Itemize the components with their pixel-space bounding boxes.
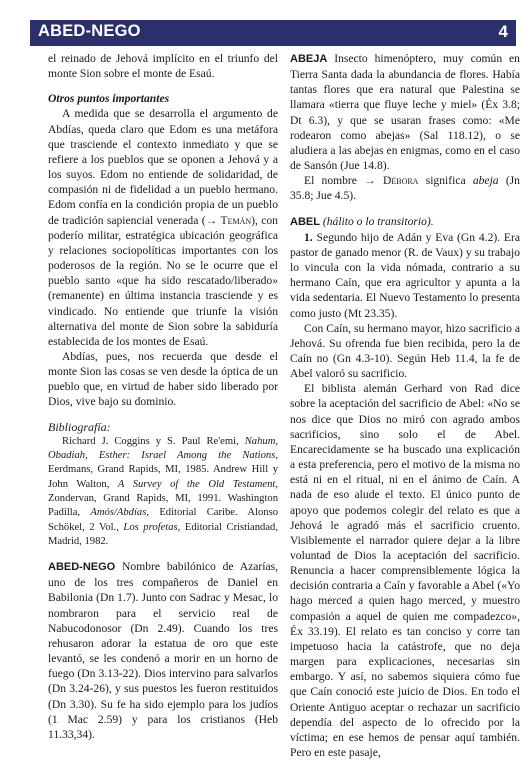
cross-ref-debora[interactable]: Débora xyxy=(382,174,419,188)
cross-ref-arrow-icon: → xyxy=(364,174,376,188)
continued-paragraph: el reinado de Jehová implícito en el triunfo del monte Sion sobre el monte de Esaú. xyxy=(48,52,278,81)
sense-number: 1. xyxy=(304,230,313,244)
bibliography-heading: Bibliografía: xyxy=(48,419,111,434)
entry-abednego: ABED-NEGO Nombre babilónico de Azarías, uno de los tres compañeros de Daniel en Babilonia (Dn 1.7). Junto con Sadrac y Mesac, lo nombraron para el servicio real de Nabucodonosor (Dn 2.49). Cuando los tres rehusaron adorar la estatua de oro que este levantó, se les condenó a morir en un horno de fuego (Dn 3.13-22). Dios intervino para salvarlos (Dn 3.24-26), y sus puestos les fueron restituidos (Dn 3.30). Su fe ha sido ejemplo para los judíos (1 Mac 2.59) y para los cristianos (Heb 11.33,34). xyxy=(48,560,278,741)
right-column xyxy=(290,51,520,760)
section-subheading: Otros puntos importantes xyxy=(48,92,170,106)
bibliography-text: Richard J. Coggins y S. Paul Re'emi, Nahum, Obadiah, Esther: Israel Among the Nations, Eerdmans, Grand Rapids, MI, 1985. Andrew Hill y John Walton, A Survey of the Old Testament, Zondervan, Grand Rapids, MI, 1991. Washington Padilla, Amós/Abdías, Editorial Caribe. Alonso Schökel, 2 Vol., Los profetas, Editorial Cristiandad, Madrid, 1982. xyxy=(48,435,278,547)
header-title: ABED-NEGO xyxy=(38,22,141,40)
abel-paragraph-3: El biblista alemán Gerhard von Rad dice sobre la aceptación del sacrificio de Abel: «No se nos dice que Dios no miró con agrado ambos sacrificios, sino solo el de Abel. Encarecidamente se ha buscado una explicación a esta preferencia, pero el motivo de la misma no está ni en el ritual, ni en el ánimo de Caín. A nada de eso alude el texto. El único punto de apoyo que podemos colegir del relato es que a Jehová le agradó más el sacrificio cruento. Visiblemente el narrador quiere dejar a la libre voluntad de Dios la aceptación del sacrificio. Renuncia a hacer comprensiblemente lógica la decisión contraria a Caín y favorable a Abel («Yo hago merced a quien hago merced, y muestro compasión a aquel de quien me compadezco», Éx 33.19). El relato es tan conciso y corre tan impetuoso hacia la catástrofe, que no deja margen para explicaciones, necesarias sin embargo. Y así, no sabemos siquiera cómo fue que Caín conoció este juicio de Dios. En todo el Oriente Antiguo aceptar o rechazar un sacrificio dependía del aspecto de lo ofrecido por la víctima; en ese hemos de pensar aquí también. Pero en este pasaje, xyxy=(290,382,520,760)
entry-abel-heading xyxy=(290,214,520,230)
abel-sense-1: 1. Segundo hijo de Adán y Eva (Gn 4.2). Era pastor de ganado menor (R. de Vaux) y su trabajo lo vincula con la vida nómada, contrario a su hermano Caín, que era agricultor y apunta a la vida sedentaria. El Nuevo Testamento lo presenta como justo (Mt 23.35). xyxy=(290,230,520,320)
entry-term-abel: ABEL xyxy=(290,215,320,228)
page-number: 4 xyxy=(498,22,508,41)
entry-term-abeja: ABEJA xyxy=(290,53,328,65)
abel-gloss: (hálito o lo transitorio). xyxy=(322,214,434,228)
abel-paragraph-2: Con Caín, su hermano mayor, hizo sacrificio a Jehová. Su ofrenda fue bien recibida, pero la de Caín no (Gn 4.3-10). Según Heb 11.4, la fe de Abel valoró su sacrificio. xyxy=(290,321,520,381)
page-header xyxy=(30,20,516,46)
cross-ref-teman[interactable]: Temán xyxy=(220,213,252,227)
abeja-debora-note: El nombre → Débora significa abeja (Jn 35.8; Jue 4.5). xyxy=(290,174,520,203)
paragraph-abdias: Abdías, pues, nos recuerda que desde el monte Sion las cosas se ven desde la óptica de un pueblo que, en virtud de haber sido liberado por Dios, vive bajo su dominio. xyxy=(48,349,278,409)
left-column xyxy=(48,51,278,742)
paragraph-edom: A medida que se desarrolla el argumento de Abdías, queda claro que Edom es una metáfora que trasciende el contexto inmediato y que se refiere a los pueblos que se oponen a Jehová y a los suyos. Edom no entiende de solidaridad, de compasión ni de fidelidad a un pueblo hermano. Edom confía en la condición propia de un pueblo de tradición sapiencial venerada (→ Temán), con poderío militar, estratégica ubicación geográfica y relaciones sociopolíticas importantes con los poderosos de la región. No se le ocurre que el pueblo santo «que ha sido rescatado/liberado» (remanente) en última instancia trasciende y es vindicado. No entiende que triunfe la visión alternativa del monte de Sion sobre la sabiduría establecida de los montes de Esaú. xyxy=(48,107,278,348)
entry-abeja: ABEJA Insecto himenóptero, muy común en Tierra Santa dada la abundancia de flores. Había tantas flores que era natural que Palestina se llamara «tierra que fluye leche y miel» (Éx 3.8; Dt 6.3), y que se usaran frases como: «Me rodearon como abejas» (Sal 118.12), o se aludiera a las abejas en enigmas, como en el caso de Sansón (Jue 14.8). xyxy=(290,52,520,173)
cross-ref-arrow-icon: → xyxy=(205,213,218,227)
entry-term-abednego: ABED-NEGO xyxy=(48,561,116,574)
